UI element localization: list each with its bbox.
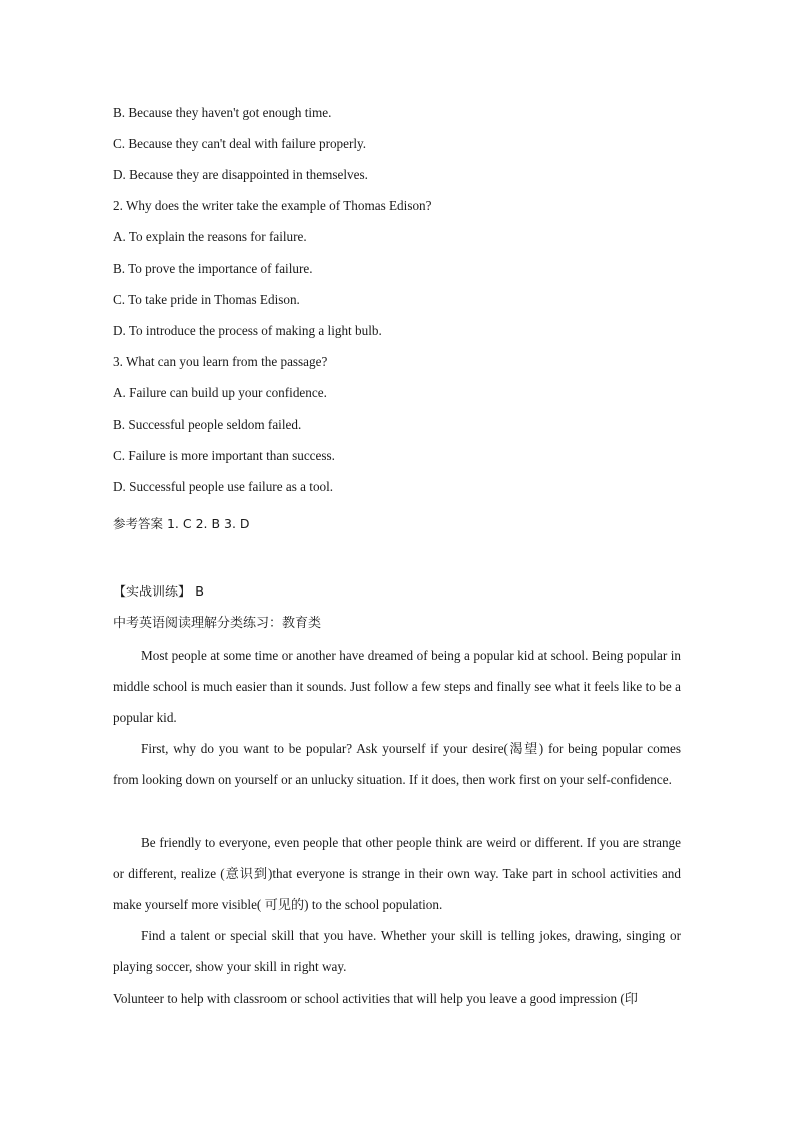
q2-option-a: A. To explain the reasons for failure.: [113, 229, 307, 244]
passage-paragraph-1: [113, 640, 681, 734]
answer-key: 参考答案 1. C 2. B 3. D: [113, 516, 250, 531]
q1-option-c: C. Because they can't deal with failure properly.: [113, 136, 367, 151]
section-subtitle: 中考英语阅读理解分类练习：教育类: [113, 616, 322, 631]
paragraph-text: First, why do you want to be popular? Ask yourself if your desire(渴望) for being popular comes from looking down on yourself or an unlucky situation. If it does, then work first on your self-confidence.: [113, 741, 681, 788]
q1-option-b: B. Because they haven't got enough time.: [113, 105, 332, 120]
q2-option-c: C. To take pride in Thomas Edison.: [113, 292, 300, 307]
passage-paragraph-3: [113, 827, 681, 921]
q3-question: 3. What can you learn from the passage?: [113, 354, 328, 369]
paragraph-text: Most people at some time or another have dreamed of being a popular kid at school. Being popular in middle school is much easier than it sounds. Just follow a few steps and finally see what it feels like to be a popular kid.: [113, 648, 681, 726]
q3-option-c: C. Failure is more important than success.: [113, 448, 335, 463]
q3-option-a: A. Failure can build up your confidence.: [113, 385, 327, 400]
q2-option-d: D. To introduce the process of making a light bulb.: [113, 323, 382, 338]
q3-option-d: D. Successful people use failure as a tool.: [113, 479, 334, 494]
paragraph-text: Be friendly to everyone, even people that other people think are weird or different. If you are strange or different, realize (意识到)that everyone is strange in their own way. Take part in school activities and make yourself more visible( 可见的) to the school population.: [113, 835, 681, 913]
passage-paragraph-2: [113, 733, 681, 795]
passage-paragraph-5: [113, 983, 681, 1014]
passage-paragraph-4: [113, 920, 681, 982]
paragraph-text: Find a talent or special skill that you have. Whether your skill is telling jokes, drawing, singing or playing soccer, show your skill in right way.: [113, 928, 681, 975]
section-label: 【实战训练】 B: [113, 585, 205, 600]
q1-option-d: D. Because they are disappointed in themselves.: [113, 167, 368, 182]
paragraph-text: Volunteer to help with classroom or school activities that will help you leave a good impression (印: [113, 991, 638, 1006]
q2-option-b: B. To prove the importance of failure.: [113, 261, 313, 276]
q2-question: 2. Why does the writer take the example of Thomas Edison?: [113, 198, 432, 213]
q3-option-b: B. Successful people seldom failed.: [113, 417, 302, 432]
